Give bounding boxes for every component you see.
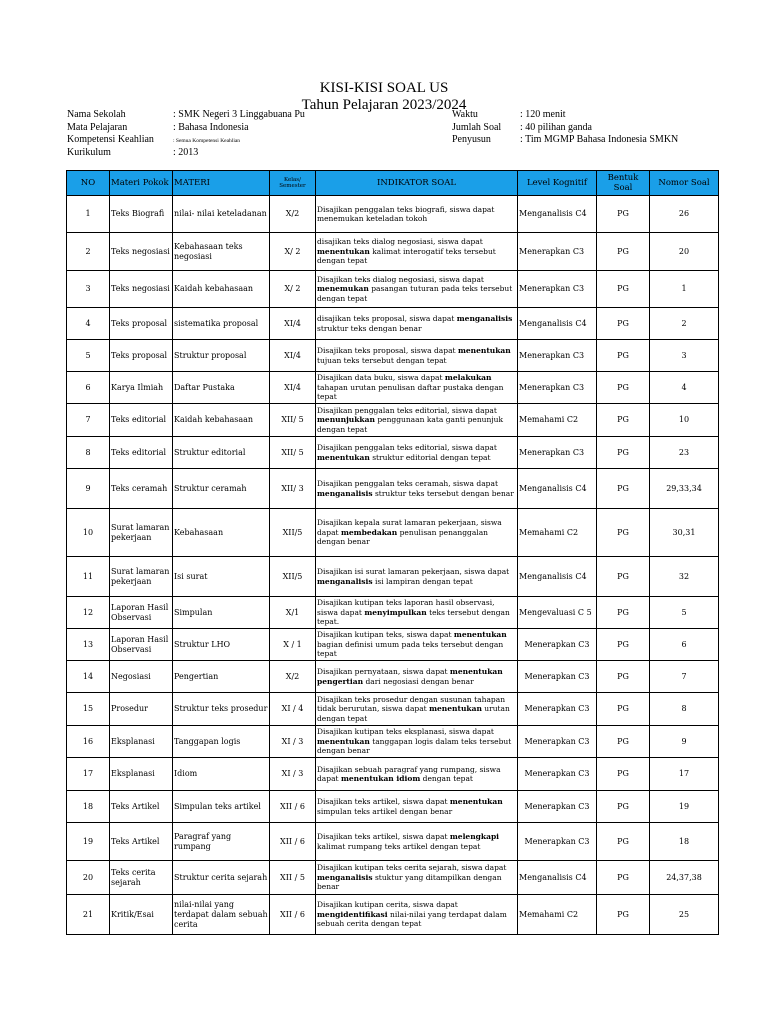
cell-materi: Kebahasaan <box>173 509 270 557</box>
cell-indikator: Disajikan penggalan teks ceramah, siswa dapat menganalisis struktur teks tersebut dengan benar <box>316 469 518 509</box>
cell-kelas: XI/4 <box>270 372 316 404</box>
cell-no: 2 <box>67 233 110 271</box>
cell-bentuk: PG <box>597 557 650 597</box>
cell-nomor: 29,33,34 <box>650 469 719 509</box>
cell-materi: Pengertian <box>173 661 270 693</box>
cell-level: Menerapkan C3 <box>518 823 597 861</box>
cell-bentuk: PG <box>597 437 650 469</box>
table-row <box>67 469 719 509</box>
cell-kelas: X / 1 <box>270 629 316 661</box>
cell-nomor: 25 <box>650 895 719 935</box>
cell-kelas: XII / 6 <box>270 791 316 823</box>
cell-no: 12 <box>67 597 110 629</box>
cell-bentuk: PG <box>597 233 650 271</box>
cell-no: 13 <box>67 629 110 661</box>
cell-bentuk: PG <box>597 196 650 233</box>
table-row <box>67 196 719 233</box>
table-row <box>67 791 719 823</box>
cell-no: 19 <box>67 823 110 861</box>
header-materi: MATERI <box>173 171 270 196</box>
cell-materi-pokok: Karya Ilmiah <box>110 372 173 404</box>
cell-materi-pokok: Teks editorial <box>110 437 173 469</box>
cell-kelas: X/1 <box>270 597 316 629</box>
cell-materi: Kaidah kebahasaan <box>173 271 270 308</box>
cell-level: Menerapkan C3 <box>518 661 597 693</box>
cell-bentuk: PG <box>597 372 650 404</box>
cell-nomor: 6 <box>650 629 719 661</box>
info-row-subject: Mata Pelajaran : Bahasa Indonesia <box>67 121 249 133</box>
cell-kelas: XI / 3 <box>270 726 316 758</box>
header-indikator: INDIKATOR SOAL <box>316 171 518 196</box>
cell-materi: nilai-nilai yang terdapat dalam sebuah cerita <box>173 895 270 935</box>
cell-bentuk: PG <box>597 271 650 308</box>
cell-materi-pokok: Negosiasi <box>110 661 173 693</box>
cell-level: Memahami C2 <box>518 895 597 935</box>
cell-indikator: Disajikan teks artikel, siswa dapat menentukan simpulan teks artikel dengan benar <box>316 791 518 823</box>
header-level: Level Kognitif <box>518 171 597 196</box>
table-row <box>67 823 719 861</box>
table-row <box>67 557 719 597</box>
cell-level: Menerapkan C3 <box>518 693 597 726</box>
header-kelas: Kelas/ Semester <box>270 171 316 196</box>
cell-materi: Paragraf yang rumpang <box>173 823 270 861</box>
cell-level: Memahami C2 <box>518 404 597 437</box>
cell-materi: Simpulan teks artikel <box>173 791 270 823</box>
cell-materi-pokok: Teks ceramah <box>110 469 173 509</box>
exam-info <box>452 109 678 147</box>
cell-indikator: Disajikan penggalan teks biografi, siswa dapat menemukan keteladan tokoh <box>316 196 518 233</box>
cell-bentuk: PG <box>597 693 650 726</box>
cell-no: 16 <box>67 726 110 758</box>
cell-kelas: XII/ 3 <box>270 469 316 509</box>
cell-nomor: 26 <box>650 196 719 233</box>
info-row-count: Jumlah Soal : 40 pilihan ganda <box>452 121 592 133</box>
cell-materi: Tanggapan logis <box>173 726 270 758</box>
cell-indikator: Disajikan teks proposal, siswa dapat menentukan tujuan teks tersebut dengan tepat <box>316 340 518 372</box>
header-materi-pokok: Materi Pokok <box>110 171 173 196</box>
cell-no: 17 <box>67 758 110 791</box>
cell-level: Menganalisis C4 <box>518 557 597 597</box>
cell-materi: Struktur LHO <box>173 629 270 661</box>
cell-nomor: 9 <box>650 726 719 758</box>
cell-materi-pokok: Laporan Hasil Observasi <box>110 597 173 629</box>
cell-nomor: 17 <box>650 758 719 791</box>
cell-nomor: 20 <box>650 233 719 271</box>
cell-no: 4 <box>67 308 110 340</box>
cell-kelas: XII/ 5 <box>270 404 316 437</box>
table-row <box>67 509 719 557</box>
cell-indikator: Disajikan penggalan teks editorial, siswa dapat menentukan struktur editorial dengan tepat <box>316 437 518 469</box>
cell-bentuk: PG <box>597 823 650 861</box>
table-row <box>67 233 719 271</box>
table-row <box>67 895 719 935</box>
table-row <box>67 758 719 791</box>
cell-kelas: XII / 6 <box>270 823 316 861</box>
cell-kelas: XI / 4 <box>270 693 316 726</box>
cell-indikator: disajikan teks dialog negosiasi, siswa dapat menentukan kalimat interogatif teks tersebut dengan tepat <box>316 233 518 271</box>
cell-level: Menganalisis C4 <box>518 469 597 509</box>
cell-no: 15 <box>67 693 110 726</box>
cell-indikator: Disajikan teks prosedur dengan susunan tahapan tidak berurutan, siswa dapat menentukan urutan dengan tepat <box>316 693 518 726</box>
cell-nomor: 30,31 <box>650 509 719 557</box>
cell-no: 1 <box>67 196 110 233</box>
header-no: NO <box>67 171 110 196</box>
cell-materi-pokok: Teks proposal <box>110 340 173 372</box>
table-row <box>67 629 719 661</box>
cell-kelas: X/2 <box>270 196 316 233</box>
info-row-time: Waktu : 120 menit <box>452 109 566 120</box>
cell-bentuk: PG <box>597 791 650 823</box>
cell-no: 5 <box>67 340 110 372</box>
kisi-kisi-table <box>66 170 719 935</box>
cell-indikator: disajikan teks proposal, siswa dapat menganalisis struktur teks dengan benar <box>316 308 518 340</box>
table-row <box>67 861 719 895</box>
cell-materi: Isi surat <box>173 557 270 597</box>
cell-nomor: 4 <box>650 372 719 404</box>
cell-materi: Struktur ceramah <box>173 469 270 509</box>
cell-nomor: 32 <box>650 557 719 597</box>
cell-indikator: Disajikan pernyataan, siswa dapat menentukan pengertian dari negosiasi dengan benar <box>316 661 518 693</box>
cell-bentuk: PG <box>597 758 650 791</box>
cell-level: Menganalisis C4 <box>518 308 597 340</box>
cell-no: 7 <box>67 404 110 437</box>
cell-level: Menerapkan C3 <box>518 726 597 758</box>
cell-nomor: 2 <box>650 308 719 340</box>
cell-materi-pokok: Surat lamaran pekerjaan <box>110 509 173 557</box>
info-row-author: Penyusun : Tim MGMP Bahasa Indonesia SMKN <box>452 134 679 145</box>
cell-nomor: 24,37,38 <box>650 861 719 895</box>
cell-materi: Struktur teks prosedur <box>173 693 270 726</box>
cell-kelas: XII/5 <box>270 509 316 557</box>
cell-materi-pokok: Teks cerita sejarah <box>110 861 173 895</box>
cell-bentuk: PG <box>597 629 650 661</box>
cell-nomor: 7 <box>650 661 719 693</box>
cell-no: 10 <box>67 509 110 557</box>
cell-indikator: Disajikan kepala surat lamaran pekerjaan, siswa dapat membedakan penulisan penanggalan dengan benar <box>316 509 518 557</box>
cell-kelas: XII / 5 <box>270 861 316 895</box>
cell-materi-pokok: Teks negosiasi <box>110 271 173 308</box>
table-row <box>67 308 719 340</box>
cell-materi-pokok: Kritik/Esai <box>110 895 173 935</box>
page-title: KISI-KISI SOAL US <box>319 80 449 96</box>
table-row <box>67 340 719 372</box>
cell-bentuk: PG <box>597 469 650 509</box>
cell-materi-pokok: Eksplanasi <box>110 758 173 791</box>
cell-indikator: Disajikan penggalan teks editorial, siswa dapat menunjukkan penggunaan kata ganti penunjuk dengan tepat <box>316 404 518 437</box>
table-row <box>67 661 719 693</box>
table-header-row <box>67 171 719 196</box>
cell-no: 20 <box>67 861 110 895</box>
cell-indikator: Disajikan kutipan cerita, siswa dapat mengidentifikasi nilai-nilai yang terdapat dalam sebuah cerita dengan tepat <box>316 895 518 935</box>
cell-kelas: XI/4 <box>270 340 316 372</box>
cell-no: 14 <box>67 661 110 693</box>
cell-materi-pokok: Teks Artikel <box>110 791 173 823</box>
cell-level: Menerapkan C3 <box>518 233 597 271</box>
cell-kelas: XII/ 5 <box>270 437 316 469</box>
cell-nomor: 10 <box>650 404 719 437</box>
cell-materi-pokok: Surat lamaran pekerjaan <box>110 557 173 597</box>
page-subtitle: Tahun Pelajaran 2023/2024 <box>301 97 467 113</box>
cell-materi-pokok: Prosedur <box>110 693 173 726</box>
table-row <box>67 372 719 404</box>
cell-kelas: XII / 6 <box>270 895 316 935</box>
cell-no: 9 <box>67 469 110 509</box>
cell-indikator: Disajikan sebuah paragraf yang rumpang, siswa dapat menentukan idiom dengan tepat <box>316 758 518 791</box>
cell-materi: Simpulan <box>173 597 270 629</box>
info-row-competence: Kompetensi Keahlian : Semua Kompetensi Keahlian <box>67 134 241 145</box>
cell-materi: Kaidah kebahasaan <box>173 404 270 437</box>
cell-kelas: X/2 <box>270 661 316 693</box>
cell-indikator: Disajikan teks dialog negosiasi, siswa dapat menemukan pasangan tuturan pada teks tersebut dengan tepat <box>316 271 518 308</box>
cell-indikator: Disajikan kutipan teks eksplanasi, siswa dapat menentukan tanggapan logis dalam teks tersebut dengan benar <box>316 726 518 758</box>
cell-bentuk: PG <box>597 340 650 372</box>
cell-materi: Struktur proposal <box>173 340 270 372</box>
cell-no: 6 <box>67 372 110 404</box>
cell-indikator: Disajikan teks artikel, siswa dapat melengkapi kalimat rumpang teks artikel dengan tepat <box>316 823 518 861</box>
info-row-school: Nama Sekolah : SMK Negeri 3 Linggabuana Pu <box>67 109 305 120</box>
cell-materi: Struktur editorial <box>173 437 270 469</box>
cell-materi: Idiom <box>173 758 270 791</box>
cell-level: Menerapkan C3 <box>518 340 597 372</box>
cell-kelas: XII/5 <box>270 557 316 597</box>
cell-materi: Kebahasaan teks negosiasi <box>173 233 270 271</box>
table-row <box>67 404 719 437</box>
cell-level: Mengevaluasi C 5 <box>518 597 597 629</box>
cell-level: Memahami C2 <box>518 509 597 557</box>
info-row-curriculum: Kurikulum : 2013 <box>67 146 199 158</box>
cell-bentuk: PG <box>597 597 650 629</box>
cell-materi-pokok: Teks Biografi <box>110 196 173 233</box>
cell-indikator: Disajikan kutipan teks laporan hasil observasi, siswa dapat menyimpulkan teks tersebut dengan tepat. <box>316 597 518 629</box>
cell-materi-pokok: Teks editorial <box>110 404 173 437</box>
cell-materi-pokok: Teks Artikel <box>110 823 173 861</box>
cell-materi: sistematika proposal <box>173 308 270 340</box>
cell-indikator: Disajikan kutipan teks cerita sejarah, siswa dapat menganalisis stuktur yang ditampilkan dengan benar <box>316 861 518 895</box>
cell-indikator: Disajikan kutipan teks, siswa dapat menentukan bagian definisi umum pada teks tersebut dengan tepat <box>316 629 518 661</box>
cell-nomor: 1 <box>650 271 719 308</box>
cell-materi-pokok: Teks negosiasi <box>110 233 173 271</box>
cell-nomor: 19 <box>650 791 719 823</box>
cell-indikator: Disajikan isi surat lamaran pekerjaan, siswa dapat menganalisis isi lampiran dengan tepat <box>316 557 518 597</box>
cell-bentuk: PG <box>597 509 650 557</box>
table-row <box>67 437 719 469</box>
school-info <box>67 109 317 159</box>
cell-materi: Daftar Pustaka <box>173 372 270 404</box>
cell-level: Menerapkan C3 <box>518 791 597 823</box>
cell-no: 8 <box>67 437 110 469</box>
cell-materi: Struktur cerita sejarah <box>173 861 270 895</box>
cell-kelas: XI / 3 <box>270 758 316 791</box>
cell-materi: nilai- nilai keteladanan <box>173 196 270 233</box>
cell-nomor: 5 <box>650 597 719 629</box>
cell-level: Menerapkan C3 <box>518 758 597 791</box>
table-row <box>67 597 719 629</box>
cell-no: 21 <box>67 895 110 935</box>
cell-bentuk: PG <box>597 404 650 437</box>
cell-indikator: Disajikan data buku, siswa dapat melakukan tahapan urutan penulisan daftar pustaka dengan tepat <box>316 372 518 404</box>
table-row <box>67 726 719 758</box>
cell-nomor: 8 <box>650 693 719 726</box>
cell-nomor: 3 <box>650 340 719 372</box>
cell-materi-pokok: Eksplanasi <box>110 726 173 758</box>
cell-bentuk: PG <box>597 308 650 340</box>
cell-bentuk: PG <box>597 726 650 758</box>
header-bentuk: Bentuk Soal <box>597 171 650 196</box>
cell-nomor: 18 <box>650 823 719 861</box>
cell-no: 18 <box>67 791 110 823</box>
cell-bentuk: PG <box>597 895 650 935</box>
cell-level: Menerapkan C3 <box>518 629 597 661</box>
cell-kelas: X/ 2 <box>270 271 316 308</box>
cell-level: Menerapkan C3 <box>518 271 597 308</box>
cell-no: 3 <box>67 271 110 308</box>
cell-nomor: 23 <box>650 437 719 469</box>
cell-no: 11 <box>67 557 110 597</box>
cell-level: Menganalisis C4 <box>518 196 597 233</box>
cell-level: Menerapkan C3 <box>518 437 597 469</box>
cell-bentuk: PG <box>597 861 650 895</box>
cell-materi-pokok: Teks proposal <box>110 308 173 340</box>
cell-level: Menganalisis C4 <box>518 861 597 895</box>
table-row <box>67 271 719 308</box>
cell-bentuk: PG <box>597 661 650 693</box>
cell-materi-pokok: Laporan Hasil Observasi <box>110 629 173 661</box>
cell-kelas: X/ 2 <box>270 233 316 271</box>
table-row <box>67 693 719 726</box>
header-nomor: Nomor Soal <box>650 171 719 196</box>
cell-kelas: XI/4 <box>270 308 316 340</box>
cell-level: Menerapkan C3 <box>518 372 597 404</box>
